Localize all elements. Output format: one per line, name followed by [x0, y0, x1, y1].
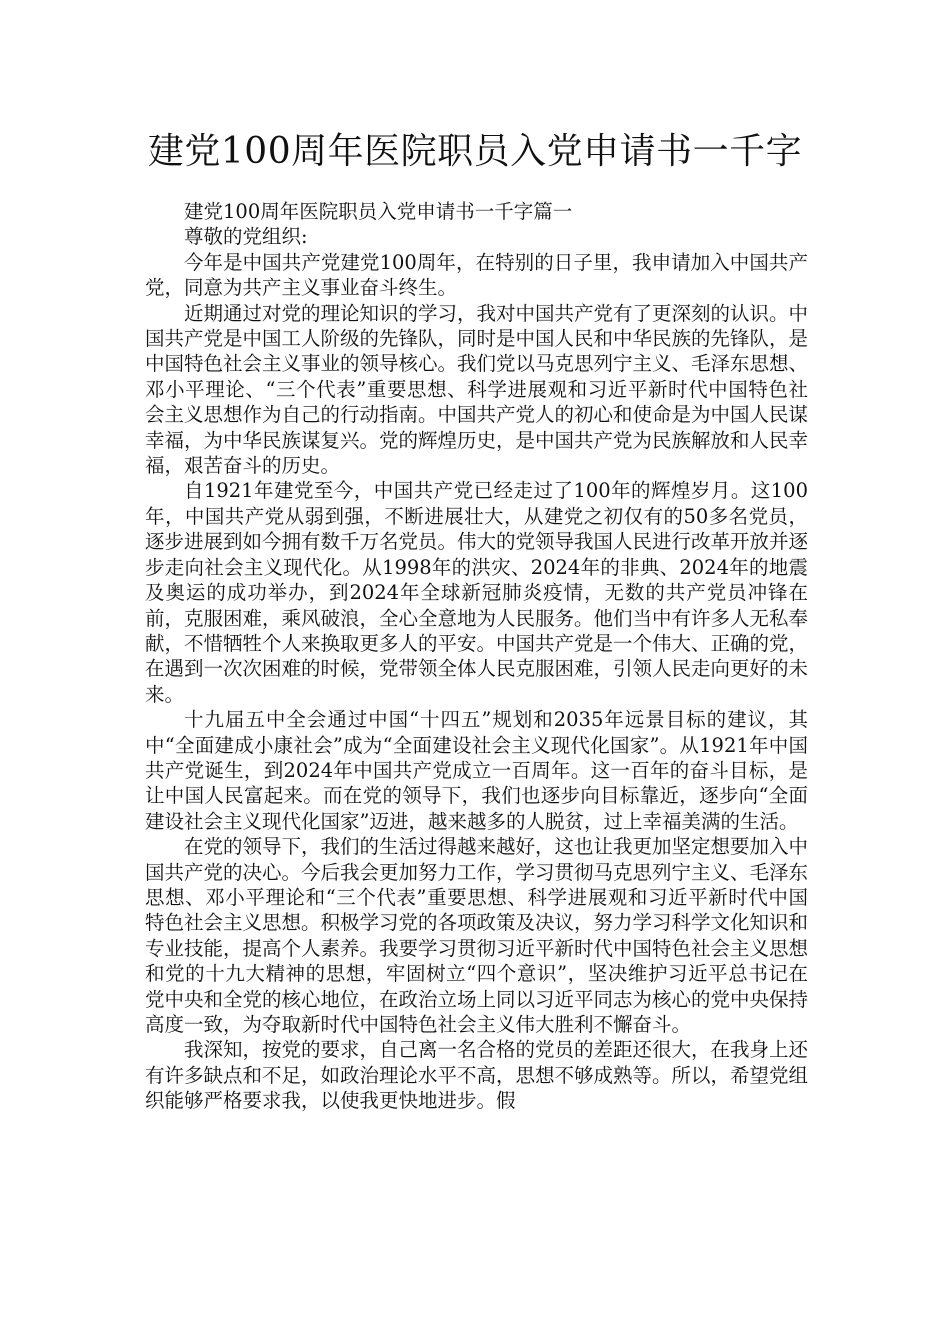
document-title: 建党100周年医院职员入党申请书一千字	[147, 131, 803, 172]
document-body	[145, 199, 808, 1114]
body-paragraph: 近期通过对党的理论知识的学习，我对中国共产党有了更深刻的认识。中国共产党是中国工人阶级的先锋队，同时是中国人民和中华民族的先锋队，是中国特色社会主义事业的领导核心。我们党以马克思列宁主义、毛泽东思想、邓小平理论、“三个代表”重要思想、科学进展观和习近平新时代中国特色社会主义思想作为自己的行动指南。中国共产党人的初心和使命是为中国人民谋幸福，为中华民族谋复兴。党的辉煌历史，是中国共产党为民族解放和人民幸福，艰苦奋斗的历史。	[145, 301, 809, 478]
body-paragraph: 自1921年建党至今，中国共产党已经走过了100年的辉煌岁月。这100年，中国共产党从弱到强，不断进展壮大，从建党之初仅有的50多名党员，逐步进展到如今拥有数千万名党员。伟大的党领导我国人民进行改革开放并逐步走向社会主义现代化。从1998年的洪灾、2024年的非典、2024年的地震及奥运的成功举办，到2024年全球新冠肺炎疫情，无数的共产党员冲锋在前，克服困难，乘风破浪，全心全意地为人民服务。他们当中有许多人无私奉献，不惜牺牲个人来换取更多人的平安。中国共产党是一个伟大、正确的党，在遇到一次次困难的时候，党带领全体人民克服困难，引领人民走向更好的未来。	[145, 479, 809, 706]
body-paragraph: 今年是中国共产党建党100周年，在特别的日子里，我申请加入中国共产党，同意为共产主义事业奋斗终生。	[145, 250, 808, 300]
salutation: 尊敬的党组织:	[184, 225, 308, 249]
body-paragraph: 十九届五中全会通过中国“十四五”规划和2035年远景目标的建议，其中“全面建成小康社会”成为“全面建设社会主义现代化国家”。从1921年中国共产党诞生，到2024年中国共产党成立一百周年。这一百年的奋斗目标，是让中国人民富起来。而在党的领导下，我们也逐步向目标靠近，逐步向“全面建设社会主义现代化国家”迈进，越来越多的人脱贫，过上幸福美满的生活。	[145, 708, 808, 833]
section-heading: 建党100周年医院职员入党申请书一千字篇一	[184, 200, 573, 223]
body-paragraph: 我深知，按党的要求，自己离一名合格的党员的差距还很大，在我身上还有许多缺点和不足，如政治理论水平不高，思想不够成熟等。所以，希望党组织能够严格要求我，以使我更快地进步。假	[145, 1038, 809, 1113]
body-paragraph: 在党的领导下，我们的生活过得越来越好，这也让我更加坚定想要加入中国共产党的决心。今后我会更加努力工作，学习贯彻马克思列宁主义、毛泽东思想、邓小平理论和“三个代表”重要思想、科学进展观和习近平新时代中国特色社会主义思想。积极学习党的各项政策及决议，努力学习科学文化知识和专业技能，提高个人素养。我要学习贯彻习近平新时代中国特色社会主义思想和党的十九大精神的思想，牢固树立“四个意识”，坚决维护习近平总书记在党中央和全党的核心地位，在政治立场上同以习近平同志为核心的党中央保持高度一致，为夺取新时代中国特色社会主义伟大胜利不懈奋斗。	[145, 835, 809, 1036]
